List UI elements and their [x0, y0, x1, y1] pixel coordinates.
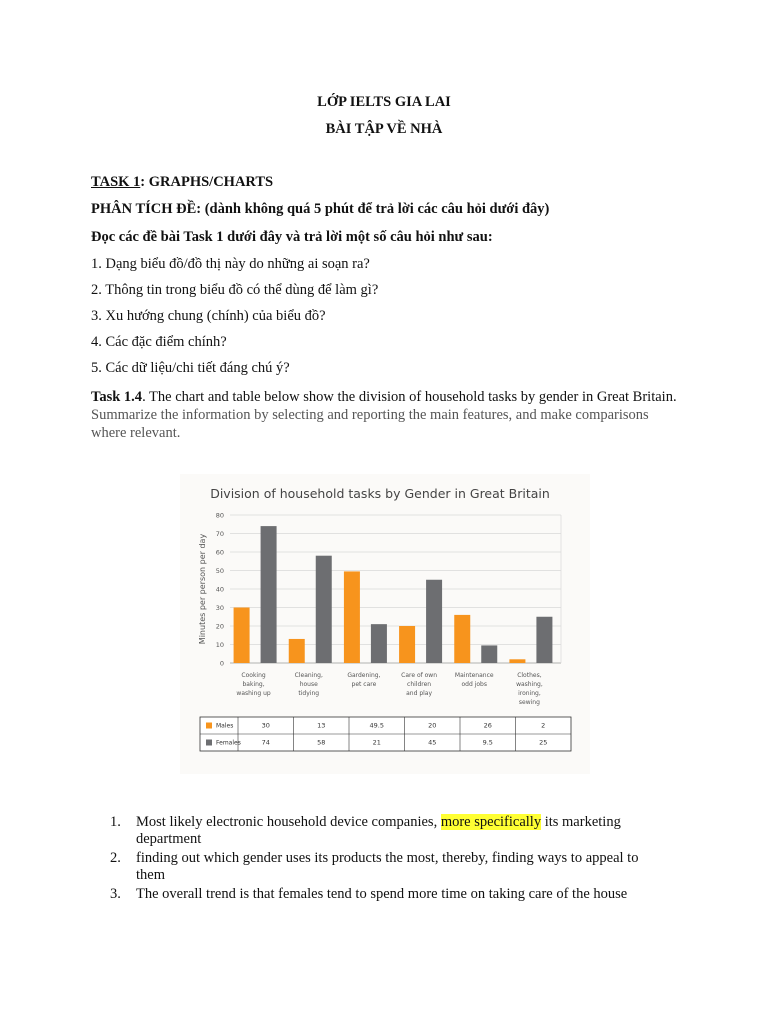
bar-males-4	[454, 615, 470, 663]
answer-2-number: 2.	[110, 850, 121, 866]
table-value-females-1: 58	[317, 738, 326, 747]
bar-females-2	[371, 624, 387, 663]
table-value-females-4: 9.5	[482, 738, 493, 747]
question-4: 4. Các đặc điểm chính?	[91, 334, 227, 350]
bar-males-0	[234, 608, 250, 664]
analysis-instruction: Đọc các đề bài Task 1 dưới đây và trả lời một số câu hỏi như sau:	[91, 229, 493, 245]
task-heading-rest: : GRAPHS/CHARTS	[140, 174, 274, 190]
chart-svg	[180, 474, 590, 774]
table-value-females-3: 45	[428, 738, 437, 747]
answer-3-number: 3.	[110, 886, 121, 902]
table-value-males-5: 2	[541, 721, 546, 730]
bar-females-0	[261, 526, 277, 663]
x-tick-label-4-0: Maintenance	[454, 672, 494, 679]
answer-1-text-end: its marketing department	[136, 814, 621, 847]
answer-2	[110, 850, 670, 884]
answer-1-number: 1.	[110, 814, 121, 830]
table-value-females-5: 25	[539, 738, 548, 747]
bar-males-3	[399, 626, 415, 663]
x-tick-label-4-1: odd jobs	[461, 681, 487, 688]
task-1-4-paragraph	[91, 388, 681, 442]
x-tick-label-5-3: sewing	[518, 699, 540, 706]
x-tick-label-2-0: Gardening,	[347, 672, 381, 679]
page-title-line1: LỚP IELTS GIA LAI	[317, 94, 451, 110]
task-1-4-label: Task 1.4	[91, 389, 143, 405]
y-axis-label: Minutes per person per day	[198, 533, 207, 645]
table-value-males-4: 26	[483, 721, 492, 730]
answer-3-text: The overall trend is that females tend to spend more time on taking care of the house	[136, 886, 628, 902]
y-tick-label-0: 0	[219, 659, 224, 668]
bar-males-5	[509, 659, 525, 663]
page-title-line2: BÀI TẬP VỀ NHÀ	[325, 121, 443, 137]
bar-females-1	[316, 556, 332, 663]
chart-title: Division of household tasks by Gender in Great Britain	[210, 486, 550, 501]
legend-label-females: Females	[216, 739, 241, 747]
table-value-females-2: 21	[372, 738, 381, 747]
y-tick-label-60: 60	[215, 548, 224, 557]
y-tick-label-20: 20	[215, 622, 224, 631]
answer-1-text-start: Most likely electronic household device companies,	[136, 814, 441, 830]
bar-females-3	[426, 580, 442, 663]
x-tick-label-1-1: house	[299, 681, 318, 688]
question-1: 1. Dạng biểu đồ/đồ thị này do những ai soạn ra?	[91, 256, 370, 272]
x-tick-label-5-0: Clothes,	[517, 672, 542, 679]
question-3: 3. Xu hướng chung (chính) của biểu đồ?	[91, 308, 326, 324]
x-tick-label-5-1: washing,	[516, 681, 543, 688]
x-tick-label-0-1: baking,	[242, 681, 265, 688]
task-heading	[91, 174, 273, 191]
y-tick-label-80: 80	[215, 511, 224, 520]
task-1-4-text: . The chart and table below show the division of household tasks by gender in Great Britain.	[142, 389, 677, 405]
answer-2-text: finding out which gender uses its products the most, thereby, finding ways to appeal to them	[136, 850, 639, 883]
y-tick-label-70: 70	[215, 530, 224, 538]
x-tick-label-2-1: pet care	[351, 681, 377, 688]
bar-females-5	[536, 617, 552, 663]
answer-1-highlight: more specifically	[440, 814, 542, 830]
y-tick-label-10: 10	[215, 641, 224, 649]
household-tasks-chart	[180, 474, 590, 774]
x-tick-label-1-0: Cleaning,	[294, 672, 323, 679]
legend-swatch-females	[206, 740, 212, 746]
task-1-4-instruction: Summarize the information by selecting and reporting the main features, and make comparisons where relevant.	[91, 407, 649, 441]
x-tick-label-5-2: ironing,	[518, 690, 541, 697]
answer-list	[110, 814, 670, 905]
y-tick-label-50: 50	[215, 567, 224, 575]
table-value-females-0: 74	[261, 738, 270, 747]
x-tick-label-0-0: Cooking	[241, 672, 266, 679]
question-2: 2. Thông tin trong biểu đồ có thể dùng để làm gì?	[91, 282, 379, 298]
bar-males-2	[344, 571, 360, 663]
answer-3	[110, 886, 670, 903]
table-value-males-3: 20	[428, 721, 437, 730]
x-tick-label-1-2: tidying	[298, 690, 320, 697]
analysis-heading: PHÂN TÍCH ĐỀ: (dành không quá 5 phút để trả lời các câu hỏi dưới đây)	[91, 201, 550, 217]
task-heading-label: TASK 1	[91, 174, 141, 190]
answer-1	[110, 814, 670, 848]
table-value-males-0: 30	[261, 721, 270, 730]
x-tick-label-3-2: and play	[406, 690, 433, 697]
legend-swatch-males	[206, 723, 212, 729]
x-tick-label-3-1: children	[407, 681, 432, 688]
y-tick-label-40: 40	[215, 585, 224, 594]
legend-label-males: Males	[216, 722, 234, 730]
question-5: 5. Các dữ liệu/chi tiết đáng chú ý?	[91, 360, 290, 376]
bar-males-1	[289, 639, 305, 663]
x-tick-label-0-2: washing up	[236, 690, 271, 697]
y-tick-label-30: 30	[215, 604, 224, 612]
table-value-males-1: 13	[317, 721, 326, 730]
x-tick-label-3-0: Care of own	[401, 672, 438, 679]
table-value-males-2: 49.5	[369, 721, 384, 730]
bar-females-4	[481, 645, 497, 663]
